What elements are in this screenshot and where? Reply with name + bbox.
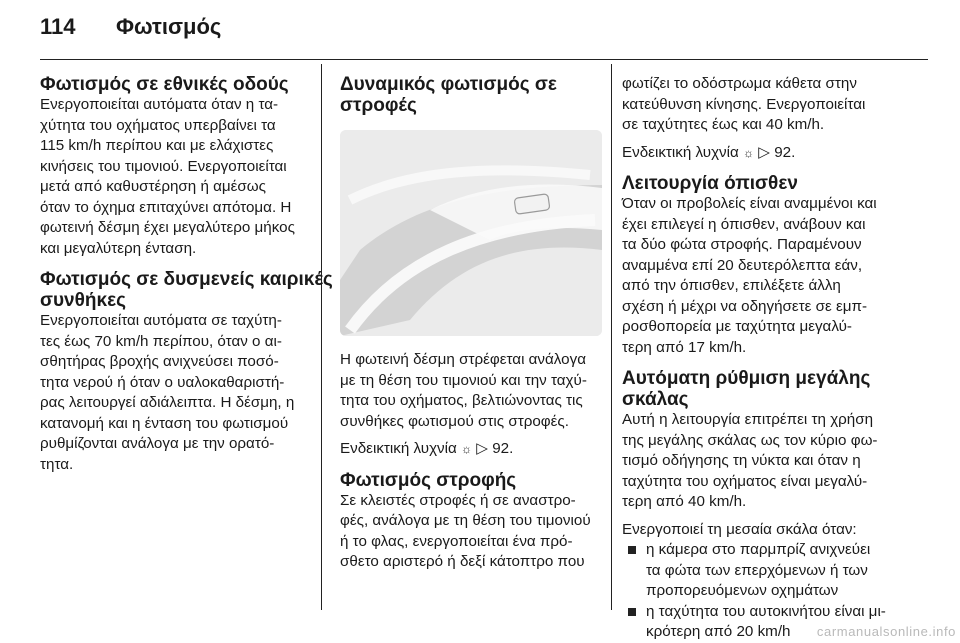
section-heading: Φωτισμός σε εθνικές οδούς bbox=[40, 74, 289, 95]
text-line: κατεύθυνση κίνησης. Ενεργοποιείται bbox=[622, 95, 866, 113]
text-line: προπορευόμενων οχημάτων bbox=[646, 582, 839, 599]
column-left bbox=[40, 74, 333, 475]
text-line: τα δύο φώτα στροφής. Παραμένουν bbox=[622, 236, 862, 253]
curve-lighting-illustration bbox=[340, 130, 602, 336]
heading-line: συνθήκες bbox=[40, 290, 126, 311]
text-line: Όταν οι προβολείς είναι αναμμένοι και bbox=[622, 195, 877, 212]
paragraph bbox=[622, 74, 928, 136]
bulb-indicator-icon: ☼ bbox=[743, 145, 755, 160]
text-line: αναμμένα επί 20 δευτερόλεπτα εάν, bbox=[622, 256, 863, 274]
road-curve-graphic bbox=[340, 130, 602, 336]
text-line: τα φώτα των επερχόμενων ή των bbox=[646, 561, 868, 579]
column-middle bbox=[340, 74, 608, 573]
text-line: φωτίζει το οδόστρωμα κάθετα στην bbox=[622, 75, 857, 92]
reference-page: 92. bbox=[774, 143, 796, 161]
text-line: μετά από καθυστέρηση ή αμέσως bbox=[40, 178, 266, 195]
text-line: σθετο αριστερό ή δεξί κάτοπτρο που bbox=[340, 553, 585, 570]
text-line: Ενεργοποιείται αυτόματα σε ταχύτη- bbox=[40, 312, 282, 329]
text-line: ή το φλας, ενεργοποιείται ένα πρό- bbox=[340, 532, 573, 550]
text-line: η κάμερα στο παρμπρίζ ανιχνεύει bbox=[646, 541, 871, 558]
text-line: τερη από 40 km/h. bbox=[622, 493, 747, 510]
text-line: και μεγαλύτερη ένταση. bbox=[40, 239, 197, 257]
text-line: σχέση ή μέχρι να οδηγήσετε σε εμπ- bbox=[622, 297, 868, 315]
heading-line: σκάλας bbox=[622, 389, 689, 410]
text-line: Σε κλειστές στροφές ή σε αναστρο- bbox=[340, 491, 576, 509]
reference-arrow-icon: ▷ bbox=[476, 440, 488, 457]
text-line: τισμό οδήγησης τη νύκτα και όταν η bbox=[622, 452, 861, 469]
column-divider bbox=[321, 64, 322, 610]
paragraph bbox=[340, 491, 608, 573]
text-line: τερη από 17 km/h. bbox=[622, 338, 747, 356]
list-intro: Ενεργοποιεί τη μεσαία σκάλα όταν: bbox=[622, 520, 857, 538]
paragraph bbox=[40, 95, 308, 259]
text-line: φές, ανάλογα με τη θέση του τιμονιού bbox=[340, 512, 591, 529]
watermark: carmanualsonline.info bbox=[816, 624, 956, 639]
image-caption bbox=[340, 350, 608, 432]
paragraph bbox=[622, 410, 928, 513]
heading-line: Δυναμικός φωτισμός σε bbox=[340, 74, 557, 95]
text-line: χύτητα του οχήματος υπερβαίνει τα bbox=[40, 116, 276, 134]
bulb-indicator-icon: ☼ bbox=[461, 442, 473, 456]
text-line: τητα. bbox=[40, 455, 74, 473]
text-line: συνθήκες φωτισμού στις στροφές. bbox=[340, 412, 569, 430]
heading-line: στροφές bbox=[340, 95, 417, 116]
section-heading bbox=[40, 269, 333, 311]
text-line: ταχύτητα του οχήματος είναι μεγαλύ- bbox=[622, 472, 868, 490]
bullet-square-icon bbox=[628, 546, 636, 554]
section-heading bbox=[622, 368, 928, 410]
section-heading bbox=[340, 74, 608, 116]
paragraph bbox=[622, 194, 928, 358]
column-divider bbox=[611, 64, 612, 610]
reference-text: Ενδεικτική λυχνία bbox=[340, 440, 457, 457]
text-line: ρυθμίζονται ανάλογα με την ορατό- bbox=[40, 435, 275, 452]
reference-text: Ενδεικτική λυχνία bbox=[622, 143, 739, 161]
text-line: τες έως 70 km/h περίπου, όταν ο αι- bbox=[40, 332, 282, 350]
reference-page: 92. bbox=[492, 440, 514, 457]
text-line: με τη θέση του τιμονιού και την ταχύ- bbox=[340, 371, 587, 389]
text-line: Ενεργοποιείται αυτόματα όταν η τα- bbox=[40, 96, 279, 113]
text-line: όταν το όχημα επιταχύνει απότομα. Η bbox=[40, 198, 292, 216]
list-item bbox=[622, 540, 928, 602]
text-line: Η φωτεινή δέσμη στρέφεται ανάλογα bbox=[340, 351, 586, 368]
cross-reference bbox=[622, 143, 928, 164]
section-heading: Φωτισμός στροφής bbox=[340, 469, 517, 491]
text-line: κινήσεις του τιμονιού. Ενεργοποιείται bbox=[40, 157, 287, 175]
reference-arrow-icon: ▷ bbox=[758, 143, 770, 161]
heading-line: Αυτόματη ρύθμιση μεγάλης bbox=[622, 368, 871, 389]
text-line: ροσθοπορεία με ταχύτητα μεγαλύ- bbox=[622, 318, 852, 335]
text-line: Αυτή η λειτουργία επιτρέπει τη χρήση bbox=[622, 411, 874, 428]
paragraph bbox=[40, 311, 308, 475]
text-line: έχει επιλεγεί η όπισθεν, ανάβουν και bbox=[622, 215, 866, 233]
heading-line: Φωτισμός σε δυσμενείς καιρικές bbox=[40, 269, 333, 290]
text-line: κατανομή και η ένταση του φωτισμού bbox=[40, 414, 289, 432]
text-line: σθητήρας βροχής ανιχνεύσει ποσό- bbox=[40, 353, 279, 370]
text-line: η ταχύτητα του αυτοκινήτου είναι μι- bbox=[646, 602, 886, 620]
text-line: κρότερη από 20 km/h bbox=[646, 623, 791, 640]
column-right bbox=[622, 74, 928, 643]
header-divider bbox=[40, 59, 928, 60]
text-line: τητα του οχήματος, βελτιώνοντας τις bbox=[340, 392, 583, 409]
cross-reference bbox=[340, 439, 608, 460]
text-line: σε ταχύτητες έως και 40 km/h. bbox=[622, 116, 825, 133]
text-line: 115 km/h περίπου και με ελάχιστες bbox=[40, 137, 274, 154]
page-title: Φωτισμός bbox=[116, 14, 222, 39]
section-heading: Λειτουργία όπισθεν bbox=[622, 173, 798, 194]
text-line: τητα νερού ή όταν ο υαλοκαθαριστή- bbox=[40, 373, 285, 391]
text-line: ρας λειτουργεί αδιάλειπτα. Η δέσμη, η bbox=[40, 394, 295, 411]
page-number: 114 bbox=[40, 14, 76, 39]
text-line: φωτεινή δέσμη έχει μεγαλύτερο μήκος bbox=[40, 219, 295, 236]
text-line: από την όπισθεν, επιλέξετε άλλη bbox=[622, 277, 841, 294]
bullet-square-icon bbox=[628, 608, 636, 616]
text-line: της μεγάλης σκάλας ως τον κύριο φω- bbox=[622, 431, 878, 449]
